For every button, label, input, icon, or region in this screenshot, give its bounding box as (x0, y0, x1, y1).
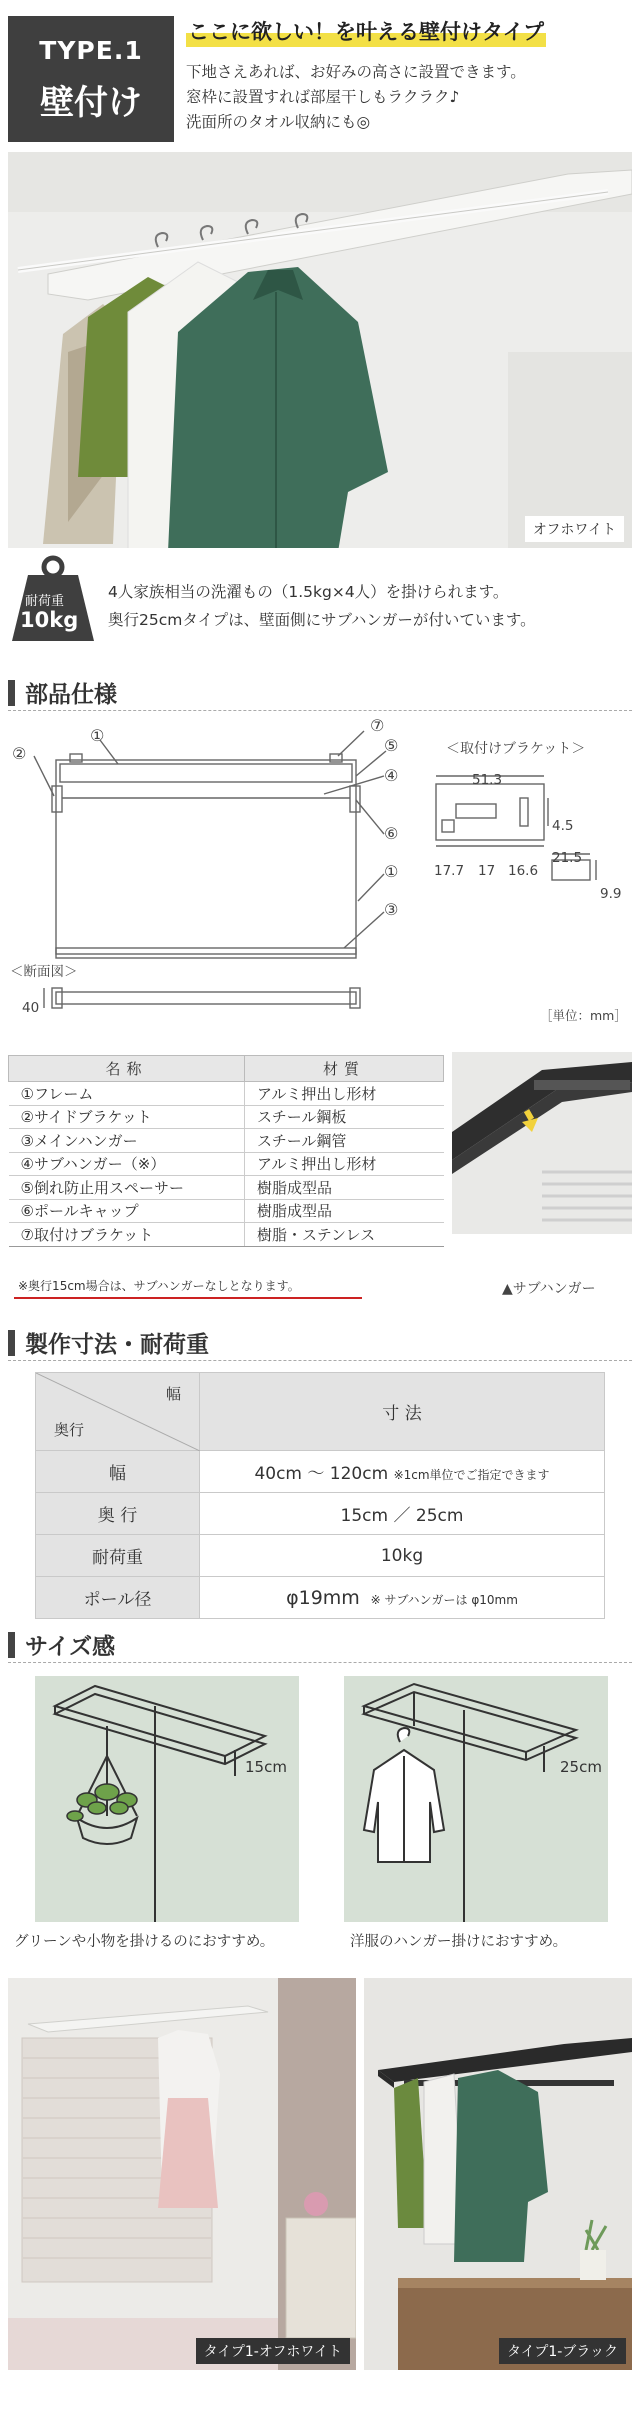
desc-line-2: 窓枠に設置すれば部屋干しもラクラク♪ (186, 88, 460, 106)
parts-table-header (9, 1056, 444, 1082)
part-name: ⑤倒れ防止用スペーサー (9, 1176, 245, 1200)
subhanger-caption: ▲サブハンガー (502, 1281, 596, 1297)
diagram-num-2: ② (12, 744, 27, 763)
part-material: 樹脂成型品 (245, 1176, 444, 1200)
section-label: ＜断面図＞ (10, 964, 78, 980)
part-name: ②サイドブラケット (9, 1105, 245, 1129)
shirt-hanger-drawing (344, 1676, 608, 1922)
gallery-black-photo (364, 1978, 632, 2370)
load-line-1: 4人家族相当の洗濯もの（1.5kg×4人）を掛けられます。 (108, 583, 509, 601)
hero-illustration (8, 152, 632, 548)
parts-rule (8, 710, 632, 711)
part-material: スチール鋼板 (245, 1105, 444, 1129)
dim-value: 10kg (200, 1535, 605, 1577)
black-room (364, 1978, 632, 2370)
bracket-label: ＜取付けブラケット＞ (446, 741, 586, 757)
section-dim: 40 (22, 1000, 40, 1016)
parts-table (8, 1055, 444, 1247)
type-label: TYPE.1 (39, 36, 143, 65)
diagram-num-6: ⑥ (384, 824, 399, 843)
bracket-dim-b: 17 (478, 863, 496, 879)
bracket-dim-height: 9.9 (600, 886, 622, 902)
diagram-num-1: ① (90, 726, 105, 745)
black-label: タイプ1-ブラック (499, 2338, 626, 2364)
dim-value: φ19mm ※ サブハンガーは φ10mm (200, 1577, 605, 1619)
dims-rule (8, 1360, 632, 1361)
heading-bar (8, 680, 15, 706)
subhanger-photo (452, 1052, 632, 1234)
size-15cm-label: 15cm (245, 1758, 287, 1776)
part-name: ①フレーム (9, 1082, 245, 1106)
bracket-dim-width: 51.3 (472, 772, 503, 788)
dim-key: 耐荷重 (36, 1535, 200, 1577)
load-description (108, 578, 536, 634)
part-name: ③メインハンガー (9, 1129, 245, 1153)
header (8, 8, 632, 148)
dims-table (35, 1372, 605, 1619)
bracket-dim-c: 16.6 (508, 863, 539, 879)
size-25cm-caption: 洋服のハンガー掛けにおすすめ。 (350, 1934, 568, 1950)
heading-bar (8, 1632, 15, 1658)
size-25cm-label: 25cm (560, 1758, 602, 1776)
size-rule (8, 1662, 632, 1663)
desc-line-1: 下地さえあれば、お好みの高さに設置できます。 (186, 63, 526, 81)
table-row (36, 1577, 605, 1619)
table-row (9, 1152, 444, 1176)
diagram-num-7: ⑦ (370, 716, 385, 735)
type-badge (8, 16, 174, 142)
table-row (36, 1535, 605, 1577)
parts-heading: 部品仕様 (8, 676, 117, 709)
table-row (9, 1199, 444, 1223)
offwhite-label: タイプ1-オフホワイト (196, 2338, 350, 2364)
size-15cm-caption: グリーンや小物を掛けるのにおすすめ。 (14, 1934, 275, 1950)
dims-heading: 製作寸法・耐荷重 (8, 1326, 209, 1359)
header-description (186, 60, 526, 135)
offwhite-room (8, 1978, 356, 2370)
bracket-dim-a: 17.7 (434, 863, 465, 879)
col-name: 名称 (9, 1056, 245, 1082)
unit-label: ［単位：mm］ (540, 1008, 627, 1023)
subhanger-illustration (452, 1052, 632, 1234)
table-row (9, 1082, 444, 1106)
part-material: アルミ押出し形材 (245, 1082, 444, 1106)
gallery-offwhite-photo (8, 1978, 356, 2370)
table-row (9, 1129, 444, 1153)
dim-key: 奥 行 (36, 1493, 200, 1535)
table-row (36, 1451, 605, 1493)
part-material: アルミ押出し形材 (245, 1152, 444, 1176)
part-material: スチール鋼管 (245, 1129, 444, 1153)
bracket-dim-hole: 4.5 (552, 818, 574, 834)
header-title: ここに欲しい！を叶える壁付けタイプ (186, 16, 546, 47)
part-material: 樹脂・ステンレス (245, 1223, 444, 1247)
dim-key: 幅 (36, 1451, 200, 1493)
type-name: 壁付け (40, 83, 142, 123)
table-row (9, 1105, 444, 1129)
weight-icon-label: 耐荷重 (25, 594, 65, 609)
diagram-num-5: ⑤ (384, 736, 399, 755)
parts-diagram (8, 716, 632, 1026)
value-header: 寸 法 (200, 1373, 605, 1451)
dims-header-row (36, 1373, 605, 1451)
note-underline (14, 1297, 362, 1299)
size-25cm-illustration (344, 1676, 608, 1922)
weight-icon-value: 10kg (20, 608, 79, 632)
corner-top: 幅 (165, 1385, 181, 1403)
dim-value: 15cm ／ 25cm (200, 1493, 605, 1535)
size-15cm-illustration (35, 1676, 299, 1922)
part-name: ⑥ポールキャップ (9, 1199, 245, 1223)
corner-cell (36, 1373, 200, 1451)
part-name: ④サブハンガー（※） (9, 1152, 245, 1176)
dim-value: 40cm 〜 120cm ※1cm単位でご指定できます (200, 1451, 605, 1493)
part-name: ⑦取付けブラケット (9, 1223, 245, 1247)
bracket-dim-depth: 21.5 (552, 850, 583, 866)
parts-note: ※奥行15cm場合は、サブハンガーなしとなります。 (18, 1279, 300, 1293)
col-material: 材質 (245, 1056, 444, 1082)
table-row (36, 1493, 605, 1535)
table-row (9, 1223, 444, 1247)
diagram-num-1b: ① (384, 862, 399, 881)
diagram-num-4: ④ (384, 766, 399, 785)
hero-color-label: オフホワイト (525, 516, 624, 542)
dim-key: ポール径 (36, 1577, 200, 1619)
plant-hanger-drawing (35, 1676, 299, 1922)
part-material: 樹脂成型品 (245, 1199, 444, 1223)
hero-photo (8, 152, 632, 548)
load-line-2: 奥行25cmタイプは、壁面側にサブハンガーが付いています。 (108, 611, 536, 629)
heading-bar (8, 1330, 15, 1356)
desc-line-3: 洗面所のタオル収納にも◎ (186, 113, 371, 131)
table-row (9, 1176, 444, 1200)
corner-bottom: 奥行 (54, 1421, 85, 1439)
size-heading: サイズ感 (8, 1628, 115, 1661)
diagram-num-3: ③ (384, 900, 399, 919)
